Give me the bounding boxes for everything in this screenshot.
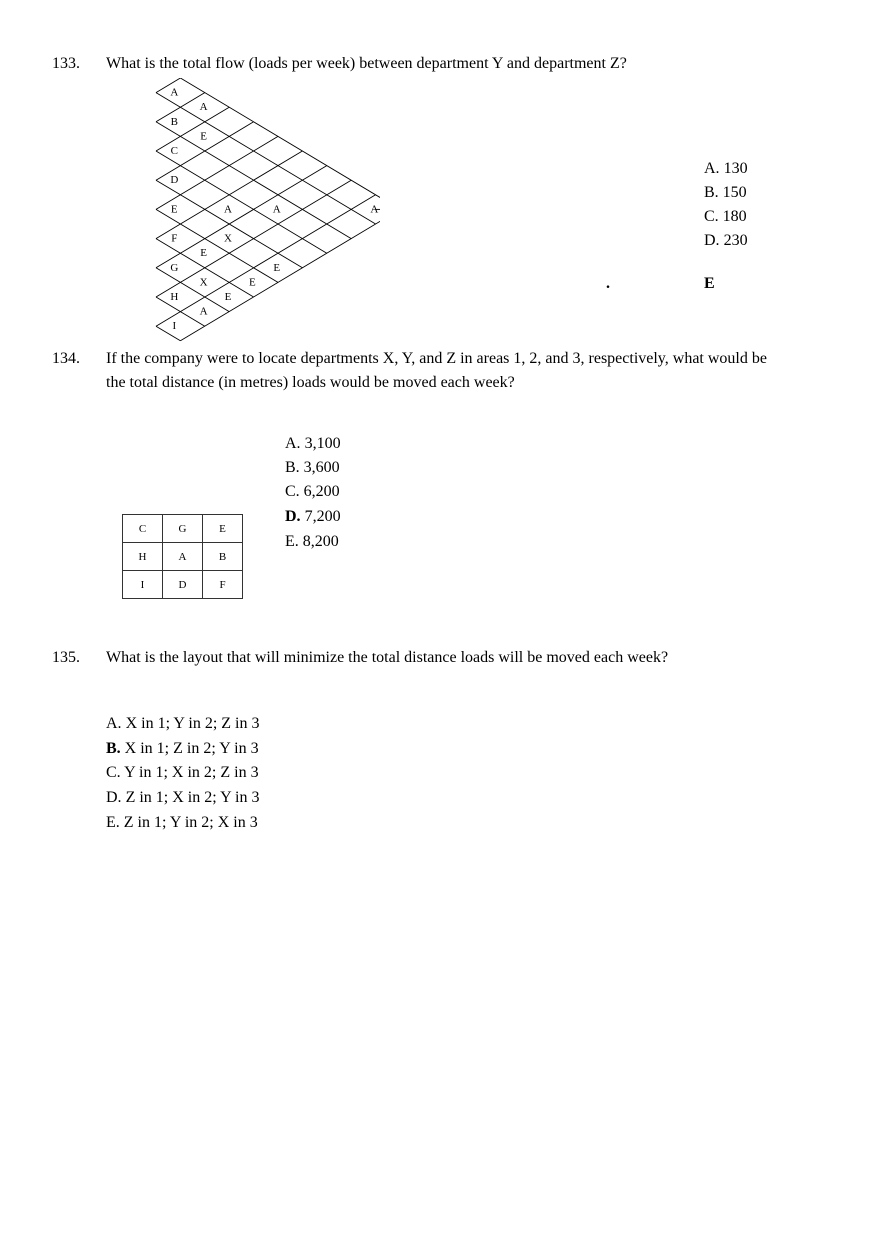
option-letter: D. xyxy=(106,789,122,806)
option-letter: B. xyxy=(704,184,719,201)
relationship-rating: A xyxy=(370,203,379,216)
option-letter: C. xyxy=(106,764,121,781)
layout-cell: B xyxy=(203,543,243,571)
relationship-rating: X xyxy=(224,232,232,245)
relationship-rating: E xyxy=(249,276,256,289)
chart-edge xyxy=(156,326,180,341)
chart-line xyxy=(180,253,253,297)
q135-option-e xyxy=(106,815,258,831)
q135-option-b xyxy=(106,741,259,757)
q133-option-a xyxy=(704,161,748,177)
layout-grid xyxy=(122,514,243,599)
option-letter: B. xyxy=(285,459,300,476)
q133-option-d xyxy=(704,233,748,249)
q133-option-b xyxy=(704,185,747,201)
department-label: F xyxy=(171,232,178,245)
layout-cell: A xyxy=(163,543,203,571)
option-letter: A. xyxy=(285,435,301,452)
relationship-rating: A xyxy=(199,305,208,318)
relationship-rating: E xyxy=(273,261,281,274)
chart-edge xyxy=(156,312,180,327)
chart-line xyxy=(180,122,253,166)
department-label: B xyxy=(170,115,178,128)
option-letter: A. xyxy=(106,715,122,732)
layout-cell: C xyxy=(123,515,163,543)
option-text: 3,600 xyxy=(303,459,340,476)
q135-option-a xyxy=(106,716,259,732)
relationship-rating: A xyxy=(272,203,281,216)
q134-option-d xyxy=(285,509,341,525)
option-letter: E. xyxy=(106,814,120,831)
q135-option-c xyxy=(106,765,259,781)
layout-cell: F xyxy=(203,571,243,599)
chart-grid-lines xyxy=(156,78,380,341)
layout-cell: E xyxy=(203,515,243,543)
layout-cell: H xyxy=(123,543,163,571)
q135-option-d xyxy=(106,790,259,806)
question-number: 134. xyxy=(52,350,80,367)
option-text: 180 xyxy=(722,208,747,225)
question-number: 133. xyxy=(52,55,80,72)
chart-line xyxy=(180,195,302,268)
department-label: A xyxy=(170,86,179,99)
option-text: Y in 1; X in 2; Z in 3 xyxy=(124,764,259,781)
q134-option-a xyxy=(285,436,341,452)
option-text: 6,200 xyxy=(303,483,340,500)
question-text: What is the layout that will minimize the total distance loads will be moved each week? xyxy=(106,649,669,666)
layout-cell: D xyxy=(163,571,203,599)
department-label: C xyxy=(170,145,178,157)
option-letter: D. xyxy=(704,232,720,249)
option-letter: C. xyxy=(285,483,300,500)
option-text: 150 xyxy=(722,184,747,201)
stray-dot: . xyxy=(606,275,610,292)
q134-option-b xyxy=(285,460,340,476)
option-letter: E. xyxy=(285,533,299,550)
chart-line xyxy=(180,180,351,282)
relationship-rating: X xyxy=(199,276,208,289)
layout-grid-row xyxy=(123,543,243,571)
option-text: X in 1; Z in 2; Y in 3 xyxy=(124,740,259,757)
question-number: 135. xyxy=(52,649,80,666)
department-label: H xyxy=(170,291,179,303)
option-text: 230 xyxy=(723,232,748,249)
option-text: 3,100 xyxy=(304,435,341,452)
relationship-rating: E xyxy=(200,130,207,143)
option-letter: B. xyxy=(106,740,121,757)
chart-line xyxy=(180,136,351,238)
question-text-line1: If the company were to locate departments X, Y, and Z in areas 1, 2, and 3, respectively, what would be xyxy=(106,350,767,367)
option-letter: D. xyxy=(285,508,301,525)
layout-cell: G xyxy=(163,515,203,543)
chart-line xyxy=(180,78,380,209)
chart-line xyxy=(180,209,380,340)
department-label: E xyxy=(170,203,178,216)
option-text: 8,200 xyxy=(302,533,339,550)
chart-line xyxy=(180,151,302,224)
question-text: What is the total flow (loads per week) between department Y and department Z? xyxy=(106,55,627,72)
q133-answer: E xyxy=(704,275,715,292)
option-text: Z in 1; Y in 2; X in 3 xyxy=(123,814,258,831)
option-letter: C. xyxy=(704,208,719,225)
layout-grid-row xyxy=(123,515,243,543)
option-letter: A. xyxy=(704,160,720,177)
relationship-rating: E xyxy=(200,247,207,260)
relationship-rating: E xyxy=(224,291,232,303)
department-label: I xyxy=(172,320,177,333)
option-text: 130 xyxy=(723,160,748,177)
layout-grid-row xyxy=(123,571,243,599)
option-text: X in 1; Y in 2; Z in 3 xyxy=(125,715,260,732)
q134-option-e xyxy=(285,534,339,550)
department-label: D xyxy=(170,174,179,187)
option-text: Z in 1; X in 2; Y in 3 xyxy=(125,789,260,806)
q134-option-c xyxy=(285,484,340,500)
department-label: G xyxy=(170,261,179,274)
relationship-rating: A xyxy=(199,101,208,114)
relationship-rating: A xyxy=(224,203,232,216)
layout-cell: I xyxy=(123,571,163,599)
q133-option-c xyxy=(704,209,747,225)
relationship-chart xyxy=(148,78,380,342)
option-text: 7,200 xyxy=(304,508,341,525)
question-text-line2: the total distance (in metres) loads would be moved each week? xyxy=(106,374,515,391)
